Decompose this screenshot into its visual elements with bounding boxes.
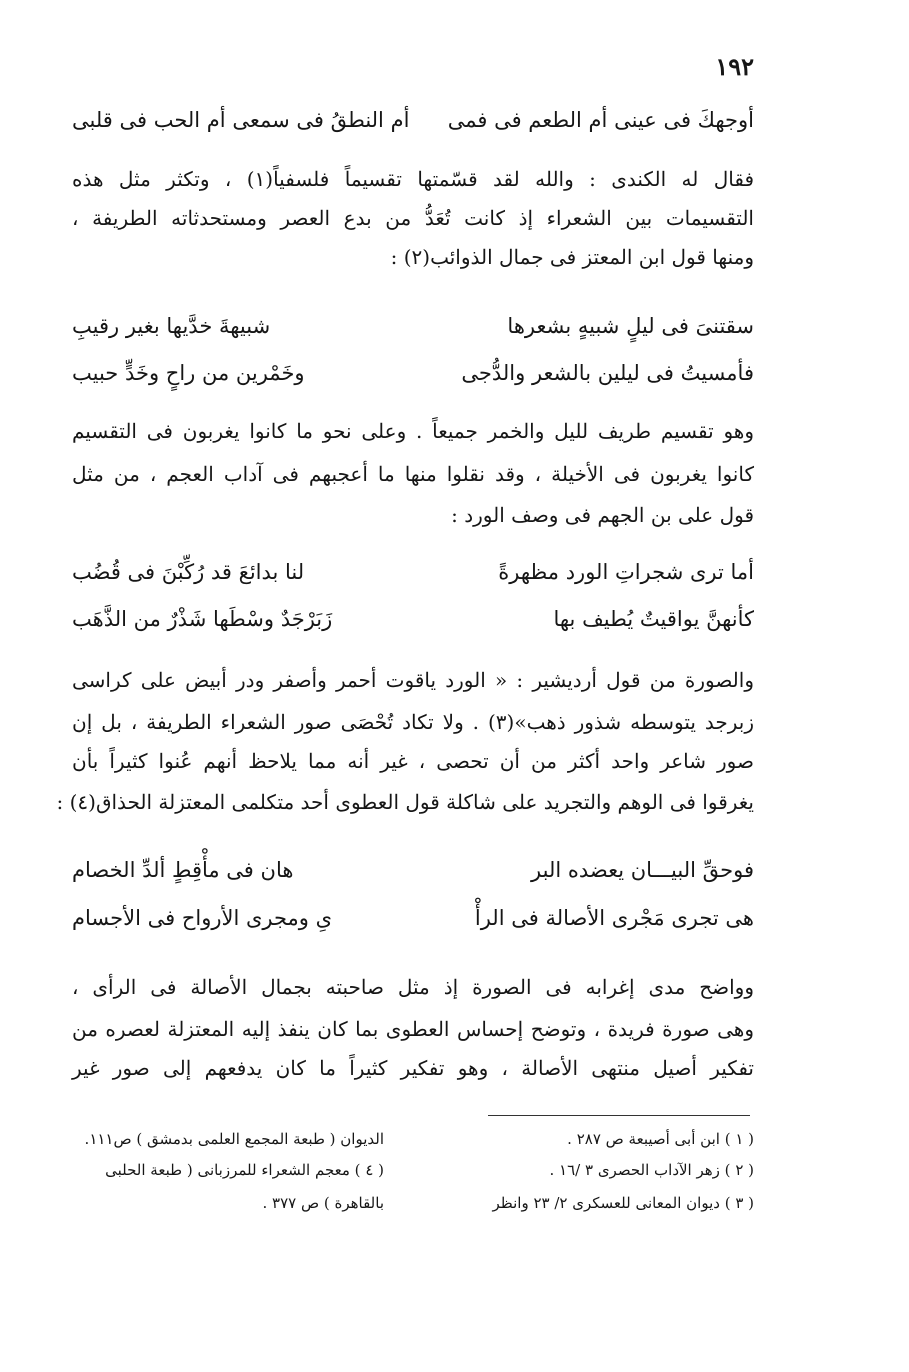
verse1-hemistich-left: أم النطقُ فى سمعى أم الحب فى قلبى: [72, 108, 410, 132]
verse2-line1-left: شبيهةَ خدَّيها بغير رقيبِ: [72, 314, 271, 338]
paragraph-line: وواضح مدى إغرابه فى الصورة إذ مثل صاحبته بجمال الأصالة فى الرأى ،: [72, 975, 754, 999]
paragraph-line: فقال له الكندى : والله لقد قسّمتها تقسيماً فلسفياً(١) ، وتكثر مثل هذه: [72, 167, 754, 191]
verse2-line2-left: وخَمْرين من راحٍ وخَدٍّ حبيب: [72, 361, 305, 385]
footnote-3-continued: الديوان ( طبعة المجمع العلمى بدمشق ) ص١١١.: [84, 1130, 384, 1148]
verse3-line2-right: كأنهنَّ يواقيتٌ يُطيف بها: [553, 607, 754, 631]
footnote-4-continued: بالقاهرة ) ص ٣٧٧ .: [262, 1194, 384, 1212]
verse1-hemistich-right: أوجهكَ فى عينى أم الطعم فى فمى: [447, 108, 754, 132]
verse2-line1-right: سقتنىَ فى ليلٍ شبيهٍ بشعرها: [507, 314, 754, 338]
verse3-line1-left: لنا بدائعَ قد رُكِّبْنَ فى قُضُب: [72, 560, 305, 584]
paragraph-line: كانوا يغربون فى الأخيلة ، وقد نقلوا منها ما أعجبهم فى آداب العجم ، من مثل: [72, 462, 754, 486]
footnote-4: ( ٤ ) معجم الشعراء للمرزبانى ( طبعة الحلبى: [105, 1161, 384, 1179]
footnote-divider: [488, 1115, 750, 1116]
paragraph-line: ومنها قول ابن المعتز فى جمال الذوائب(٢) :: [390, 245, 754, 269]
footnote-3: ( ٣ ) ديوان المعانى للعسكرى ٢/ ٢٣ وانظر: [492, 1194, 754, 1212]
paragraph-line: وهى صورة فريدة ، وتوضح إحساس العطوى بما كان ينفذ إليه المعتزلة لعصره من: [72, 1017, 754, 1041]
paragraph-line: قول على بن الجهم فى وصف الورد :: [451, 503, 754, 527]
paragraph-line: التقسيمات بين الشعراء إذ كانت تُعَدُّ من بدع العصر ومستحدثاته الطريفة ،: [72, 206, 754, 230]
verse4-line2-left: ىِ ومجرى الأرواح فى الأجسام: [72, 906, 333, 930]
verse4-line2-right: هى تجرى مَجْرى الأصالة فى الرأْ: [474, 906, 754, 930]
verse4-line1-left: هان فى مأْقِطٍ ألدِّ الخصام: [72, 858, 294, 882]
footnote-1: ( ١ ) ابن أبى أصيبعة ص ٢٨٧ .: [567, 1130, 754, 1148]
verse4-line1-right: فوحقِّ البيـــان يعضده البر: [531, 858, 754, 882]
paragraph-line: والصورة من قول أرديشير : « الورد ياقوت أحمر وأصفر ودر أبيض على كراسى: [72, 668, 754, 692]
verse2-line2-right: فأمسيتُ فى ليلين بالشعر والدُّجى: [461, 361, 754, 385]
paragraph-line: يغرقوا فى الوهم والتجريد على شاكلة قول العطوى أحد متكلمى المعتزلة الحذاق(٤) :: [56, 790, 754, 814]
footnote-2: ( ٢ ) زهر الآداب الحصرى ٣ /١٦ .: [549, 1161, 754, 1179]
paragraph-line: تفكير أصيل منتهى الأصالة ، وهو تفكير كثيراً ما كان يدفعهم إلى صور غير: [72, 1056, 754, 1080]
paragraph-line: صور شاعر واحد أكثر من أن تحصى ، غير أنه مما يلاحظ أنهم عُنوا كثيراً بأن: [72, 749, 754, 773]
paragraph-line: زبرجد يتوسطه شذور ذهب»(٣) . ولا تكاد تُحْصَى صور الشعراء الطريفة ، بل إن: [72, 710, 755, 734]
verse3-line2-left: زَبَرْجَدٌ وسْطَها شَذْرٌ من الذَّهَب: [72, 607, 333, 631]
paragraph-line: وهو تقسيم طريف لليل والخمر جميعاً . وعلى نحو ما كانوا يغربون فى التقسيم: [72, 419, 754, 443]
page-number: ١٩٢: [715, 52, 754, 81]
verse3-line1-right: أما ترى شجراتِ الورد مظهرةً: [498, 560, 754, 584]
